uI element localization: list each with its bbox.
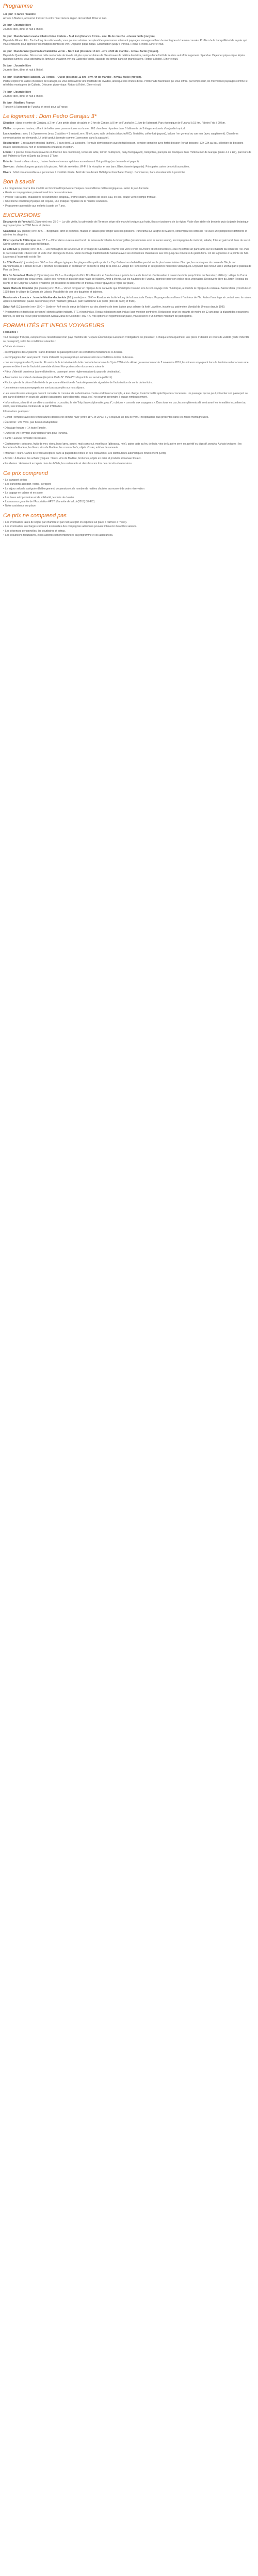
day-heading: 4e jour : Randonnée Queimadas/Caldeirão Verde – Nord Est (distance 13 km - env. 4h30 de marche - niveau facile (moyen). <box>3 49 159 53</box>
list-item-text: Notre assistance sur place. <box>5 504 37 508</box>
bon-savoir-list <box>3 187 252 208</box>
bullet-icon: • <box>3 191 4 195</box>
day-3 <box>3 35 252 47</box>
list-item-text: Les dépenses personnelles, les pourboires et extras. <box>5 529 66 533</box>
excursion-block <box>3 287 252 295</box>
bullet-icon: • <box>3 496 4 499</box>
list-item-text: Les excursions facultatives, et les activités non mentionnées au programme et les assurances. <box>5 533 114 537</box>
list-item-text: Les éventuelles taxes de séjour par chambre et par nuit (à régler en espèces sur place à l'arrivée à l'hôtel). <box>5 520 127 524</box>
day-7 <box>3 91 252 98</box>
formalites-paragraph: - non accompagnés des 2 parents : En vertu de la loi relative à la lutte contre le terrorisme du 3 juin 2016 et du décret gouvernemental du 2 novembre 2016, les mineurs voyageant hors du territoire national sans une personne détentrice de l'autorité parentale doivent être porteurs des documents suivants : <box>3 361 249 368</box>
bullet-icon: • <box>3 483 4 486</box>
excursion-block <box>3 306 252 309</box>
formalites-paragraph: • Les ressortissants étrangers doivent consulter le consulat de la destination choisie et doivent accomplir, à leur charge, toute formalité spécifique les concernant. Un passager qui ne peut présenter son passeport ou une carte d'identité en cours de validité (passeport / carte d'identité, visas, etc.) ne pourrait prétendre à aucun remboursement. <box>3 392 248 399</box>
formalites-paragraph: • Durée de vol : environ 3h30 depuis Paris pour Funchal. <box>3 432 68 435</box>
formalites-label: Formalités : <box>3 330 18 334</box>
formalites-paragraph: • Bébés et mineurs : <box>3 345 26 349</box>
formalites-paragraph: Informations pratiques : <box>3 410 30 414</box>
para-text: : 1 restaurant principal (buffets), 2 bars dont 1 à la piscine. Formule demi-pension avec forfait boisson, pension complète avec forfait boisson (forfait boisson : 33h-23h au bar, sélection de boissons locales alcoolisées ou non et de boissons chaudes) en option. <box>3 142 244 149</box>
excursion-text: (1/2 journée) env. 35 € — La ville vivifie, la cathédrale de l'île reste siège et le marché typique aux fruits, fleurs et poissons de la région. Visite d'un atelier de broderie puis du jardin botanique regroupant plus de 2000 fleurs et plantes. <box>3 220 249 228</box>
list-item-text: Une bonne condition physique est requise, une pratique régulière de la marche souhaitée. <box>5 200 108 204</box>
list-item-text: Le bagage en cabine et en soute <box>5 492 43 495</box>
para-label: Situation <box>3 122 14 125</box>
day-heading: 1er jour : France / Madère <box>3 13 36 16</box>
logement-para <box>3 160 252 164</box>
list-item <box>3 479 252 482</box>
list-item <box>3 500 252 504</box>
bon-savoir-section <box>3 179 252 208</box>
excursion-text: (1/2 journée) env. 35 € — Venez naviguer en réplique de la caravelle que Christophe Colomb lors de son voyage vers l'Amérique, à bord de la réplique du vaisseau Santa Maria (construite en 1998 dans le village de Camara de Lobos). Possibilité de voir des dauphins et baleines. <box>3 287 252 294</box>
day-heading: 7e jour : Journée libre <box>3 90 31 94</box>
formalites-paragraph: • Informations, sécurité et conditions sanitaires : consultez le site "http://www.diplomatie.gouv.fr", rubrique « conseils aux voyageurs ». Dans tous les cas, les compléments d'il sont avant les formalités incombent au client, seul indication contraire de la part d'Héliades. <box>3 401 246 408</box>
excursion-heading: Dîner spectacle folklorique <box>3 239 36 242</box>
list-item-text: Programme accessible aux enfants à partir de 7 ans. <box>5 204 66 208</box>
excursion-heading: Safari 4x4 <box>3 305 15 309</box>
excursion-text: env. 37 € — Dîner dans un restaurant local : le fameuse brochette de bœuf grillée (assaisonnée avec le laurier sauce), accompagnée de mots frit, salade, frites et gain local dans du sucré. Soirée animée par un groupe folklorique. <box>3 239 251 246</box>
logement-section <box>3 113 252 174</box>
list-item <box>3 496 252 500</box>
logement-para <box>3 127 252 131</box>
day-text: Départ de Queimadas. Découvrez cette randonnée de levada dû plus spectaculaires de l'île à travers la célèbre laurisilva, vestige d'une forêt de lauriers autrefois largement répandue. Déjeuner pique-nique. Après quelques tunnels, vous atteindrez la fameuse chaudron vert ou Caldeirão Verde, cascade qui tombe dans un grand cratère. Retour à l'hôtel. Dîner et nuit. <box>3 54 245 61</box>
excursion-block <box>3 221 252 228</box>
formalites-paragraph: • Électricité : 220 Volts, pas besoin d'adaptateur. <box>3 421 58 425</box>
bullet-icon: • <box>3 533 4 537</box>
logement-para <box>3 142 252 149</box>
excursion-block <box>3 230 252 238</box>
day-text: Transfert à l'aéroport de Funchal et envol pour la France. <box>3 106 69 109</box>
prix-ne-comprend-title: Ce prix ne comprend pas <box>3 512 67 519</box>
formalites-paragraph: • Climat : tempéré avec des températures douces été comme hiver (entre 18°C et 25°C). Il y a toujours un peu de vent. Précipitations plus présentes dans les zones montagneuses. <box>3 415 209 419</box>
para-text: : avec 1 à 3 personnes (max. 2 adultes + 1 enfant), env. 28 m², avec salle de bains (douche/WC), l'installée, coffre-fort (payant), balcon ! en genéral ou vue mer (avec supplément). Chambres communicantes sur demande. Lit bébé gratuit (compte comme 1 personne dans la capacité). <box>3 132 238 140</box>
para-text: : un peu en hauteur, offrant de belles vues panoramiques sur la mer. 263 chambres réparties dans 6 bâtiments de 3 étages entourés d'un jardin tropical. <box>11 127 186 130</box>
list-item-text: Prévoir : sac à dos, chaussures de randonnée, chapeau, crème solaire, lunettes de soleil, eau, en cas, coupe-vent et lampe frontale. <box>5 195 156 199</box>
excursion-heading: Santa Maria de Colombo <box>3 287 34 291</box>
day-6 <box>3 76 252 88</box>
formalites-paragraph: • Santé : aucune formalité nécessaire. <box>3 437 47 440</box>
excursion-text: (1/2 journée) env. 30 € — Belgimalio, arrêt le pommes, maquis et tabacs pour longer avec les poissons. Panorama sur la ligne de Madère, contemplez les côtes de l'île avec une perspective différente et admirez les dauphins. <box>3 229 247 237</box>
day-text: Journée libre, dîner et nuit à l'hôtel. <box>3 69 43 72</box>
day-heading: 3e jour : Randonnée Levada Ribeiro Frio / Portela – Sud Est (distance 11 km - env. 4h de marche - niveau facile (moyen). <box>3 35 156 38</box>
list-item-text: Les taxes aéroportuaires et de solidarité, les frais de dossier. <box>5 496 75 499</box>
list-item <box>3 196 252 199</box>
formalites-paragraph: • Monnaie : l'euro. Cartes de crédit acceptées dans la plupart des hôtels et des restaurants. Les distributeurs automatiques fonctionnent (DAB). <box>3 451 167 455</box>
list-item-text: Guide accompagnateur professionnel lors des randonnées. <box>5 191 73 195</box>
excursion-text: (1/2 journée) env. 30 € — Randonnée facile le long de la Levada de Caniço. Paysages des collines à l'intérieur de l'île. Faites l'avantage et contact avec la nature. Après la randonnée, pause café (inclus) chez l'habitant (gâteaux, pain traditionnel à la poêle (bolo de caco) et fruits). <box>3 296 252 303</box>
list-item <box>3 200 252 204</box>
para-text: : bassins d'eau douce, chaises hautes et menus spéciaux au restaurant. Baby-sitting (sur demande et payant). <box>12 160 140 163</box>
excursion-note-text: * Programmes et tarifs (par personne) donnés à titre indicatif, TTC et non inclus. Repas et boissons non inclus (sauf mention contraire). Réductions pour les enfants de moins de 12 ans pour la plupart des excursions. Balnéo, ce tarif ou relevé pour l'excursion Santa Maria de Colombo : env. 4 €. Vos options et règlement sur place, vous réserve d'un nombre minimum de participants. <box>3 311 250 318</box>
list-item-text: Le séjour selon la catégorie d'hébergement, de pension et de nombre de nuitées choisies au moment de votre réservation <box>5 487 144 490</box>
list-item <box>3 525 252 529</box>
para-label: Restauration <box>3 142 19 145</box>
prix-comprend-list <box>3 479 252 509</box>
day-text: Arrivée à Madère, accueil et transfert à votre hôtel dans la région de Funchal. Dîner et nuit. <box>3 17 107 20</box>
formalites-paragraph: - accompagnés d'un seul parent : Carte d'identité ou passeport (en sécable) selon les conditions écrites ci-dessus. <box>3 355 134 359</box>
formalites-paragraph: - accompagnés des 2 parents : carte d'identité ou passeport selon les conditions mentionnées ci-dessus. <box>3 350 123 354</box>
excursion-heading: Calamaras <box>3 229 17 233</box>
day-1 <box>3 13 252 21</box>
list-item <box>3 521 252 524</box>
day-heading: 2e jour : Journée libre <box>3 24 31 27</box>
formalites-paragraph: • Gastronomie : poissons, fruits de mer, viseu, bœuf grec, poulet, maïs sans oui, moelleuse (gâteau au miel), pains cuits au feu de bois, vins de Madère servi en apéritif ou digestif, poncha. Achats typiques : les broderies de Madère, les fleurs, vins de Madère, les couvre-chefs, objets d'osier, articles de vannerie. <box>3 442 242 450</box>
para-label: Chiffre <box>3 127 12 130</box>
excursion-heading: Le Côté Ouest <box>3 261 21 264</box>
excursion-block <box>3 248 252 259</box>
page <box>0 0 258 542</box>
list-item <box>3 483 252 486</box>
excursion-block <box>3 274 252 285</box>
para-text: : dans le centre de Garajau, à 2 km d'une petite plage de galets et 2 km de Caniço, à 8 km de Funchal et 11 km de l'aéroport. Parc écologique de Funchal à 15 km, Ribeiro Frio à 20 km. <box>14 122 226 125</box>
para-label: Services <box>3 165 14 169</box>
list-item <box>3 187 252 191</box>
bullet-icon: • <box>3 525 4 529</box>
formalites-paragraph: • Autorisation de sortie du territoire (imprimé Cerfa N° 15646*01 disponible sur service-public.fr). <box>3 376 113 379</box>
excursion-text: (1/2 journée) env. 25 € — Vue depuis la Pico Dos Barcelos et l'un des beaux points de vue de Funchal. Continuation à travers les bois jusqu'à Eira do Serrado (1 026 m) : village du Curral das Freiras visible par beau temps. Vallée des Nonnes et plus loin plus haute de Madère. Arrêt à Monte, sur les hauteurs de Funchal, apprécié pour son église et sa végétation. Découverte libre du Jardin Tropical du Monte et de l'Emprour Charles d'Autriche (et possibilité de descente en traineau d'osier (payant) à régler sur place). <box>3 274 248 285</box>
bullet-icon: • <box>3 187 4 190</box>
day-heading: 8e jour : Madère / France <box>3 101 35 105</box>
formalites-paragraph: Tout passager français, européens ou ressortissant d'un pays membre de l'Espace Économique Européen n'obligations de présenter, à chaque embarquement, une pièce d'identité en cours de validité (carte d'identité ou passeport), selon les conditions suivantes : <box>3 336 250 343</box>
excursions-section <box>3 212 252 318</box>
formalites-list <box>3 336 252 466</box>
list-item-text: Les transferts aéroport / hôtel / aéroport <box>5 483 51 486</box>
excursion-heading: Le Côté Est <box>3 248 18 251</box>
logement-para <box>3 165 252 169</box>
prix-ne-comprend-list <box>3 521 252 538</box>
logement-para <box>3 132 252 140</box>
excursions-title: EXCURSIONS <box>3 212 41 218</box>
para-label: Loisirs <box>3 150 12 154</box>
excursion-block <box>3 261 252 273</box>
formalites-paragraph: • Achats : À Madère, les achats typiques : fleurs, vins de Madère, broderies, objets en osier et produits artisanaux locaux. <box>3 457 142 461</box>
para-text: : hôtel non accessible aux personnes à mobilité réduite. Arrêt de bus devant l'hôtel pour Funchal et Caniço. Commerces, bars et restaurants à proximité. <box>11 171 186 174</box>
formalites-section <box>3 323 252 466</box>
prix-ne-comprend-section <box>3 513 252 538</box>
logement-para <box>3 171 252 175</box>
list-item <box>3 504 252 508</box>
list-item-text: Le programme pourra être modifié en fonction d'imprévus techniques ou conditions météorologiques ou selon le jour d'arrivée. <box>5 187 150 190</box>
formalites-paragraph: - Les mineurs non accompagnés ne sont pas acceptés sur nos séjours. <box>3 386 85 390</box>
para-label: Enfants <box>3 160 13 163</box>
day-text: Journée libre, dîner et nuit à l'hôtel. <box>3 94 43 98</box>
prix-comprend-section <box>3 470 252 509</box>
excursion-heading: Randonnée « Levada » : la route Madère d'autrefois <box>3 296 67 299</box>
bullet-icon: • <box>3 529 4 533</box>
bullet-icon: • <box>3 504 4 508</box>
para-text: : 1 piscine d'eau douce (ouverte en fonction des conditions), tennis de table, terrain multisports, baby-foot (payant), trampoline, panoplie de boutiques dans l'hôtel à mer de Garajau (entre 4 à 2 km), parcours de golf Palheiro à 4 km et Santo da Serra à 17 km). <box>3 150 252 158</box>
day-text: Journée libre, dîner et nuit à l'hôtel. <box>3 28 43 31</box>
list-item <box>3 534 252 537</box>
list-item <box>3 530 252 533</box>
day-4 <box>3 50 252 62</box>
list-item <box>3 492 252 495</box>
excursion-text: (1 journée) env. 36 € — Les villages typiques, les plages et les petits ports. Le Cap Girão et son belvédère perché sur la plus haute falaise d'Europe, les montagnes du centre de l'île, le col d'Encumeada, la « Route de l'Est » proches de cascades et continuer en corniche le long de la côte. Le village de Porto Moniz et ses piscines naturelles volcaniques. Déjeuner puis retour vers Funchal par le plateau de Paul da Serra. <box>3 261 252 272</box>
bullet-icon: • <box>3 200 4 204</box>
formalites-title: FORMALITÉS ET INFOS VOYAGEURS <box>3 322 105 329</box>
day-2 <box>3 24 252 31</box>
programme-title: Programme <box>3 3 33 9</box>
excursion-text: (1/2 journée) env. 35 € — Sortie en 4x4 vers le cœur de Madère sur des chemins de terre battue pour admirer la forêt Laurifère, inscrite au patrimoine Mondial de Unesco depuis 1999. <box>15 305 225 309</box>
logement-title: Le logement : Dom Pedro Garajau 3* <box>3 113 96 120</box>
bullet-icon: • <box>3 204 4 208</box>
bullet-icon: • <box>3 195 4 199</box>
bullet-icon: • <box>3 500 4 503</box>
bon-savoir-title: Bon à savoir <box>3 178 35 185</box>
day-heading: 6e jour : Randonnée Rabaçal / 25 Fontes – Ouest (distance 11 km - env. 4h de marche - niveau facile (moyen). <box>3 75 142 79</box>
day-heading: 5e jour : Journée libre <box>3 64 31 68</box>
list-item <box>3 487 252 491</box>
formalites-paragraph: • Pièce d'identité du mineur (carte d'identité ou passeport selon réglementation du pays de destination). <box>3 370 121 374</box>
excursion-text: (1 journée) env. 36 € — Les montagnes de la Côté Est et le village de Camacha. Pouvoir voir vers le Pico do Arieiro et son belvédère (1 810 m) offrant un panorama sur les massifs du centre de l'île. Puis le parc naturel de Ribeiro Frio et visite d'un élevage de truites. Visite du village traditionnel de Santana avec ses étonnantes chaumières aux toits jusqu'au cimetière du jardin flora. Fin de la journée à la pointe de São Lourenço à l'extrémité est de l'île. <box>3 248 249 259</box>
para-text: : chaises longues gratuits à la piscine. Prêt de serviettes. Wi-Fi à la réception et aux bars. Blanchisserie (payante). Principales cartes de crédit acceptées. <box>13 165 190 169</box>
excursion-heading: Eira Do Serrado & Monte <box>3 274 34 277</box>
para-label: Les chambres <box>3 132 21 136</box>
formalites-intro-label <box>3 331 252 334</box>
excursion-block <box>3 239 252 247</box>
day-8 <box>3 101 252 109</box>
bullet-icon: • <box>3 478 4 482</box>
excursion-note <box>3 311 252 318</box>
day-5 <box>3 64 252 72</box>
day-text: Partez explorer la vallée encaissée de Rabaçal, où vous découvrirez une multitude de levadas, ainsi que des chutes d'eau. Promenade fascinante qui vous offrira, par temps clair, de merveilleux paysages comme le relief des montagnes de Calheta. Déjeuner pique-nique. Retour à l'hôtel. Dîner et nuit. <box>3 79 248 87</box>
list-item <box>3 191 252 195</box>
bullet-icon: • <box>3 520 4 524</box>
formalites-paragraph: • Pourboires : Autrement acceptés dans les hôtels, les restaurants et dans les cars lors des circuits et excursions. <box>3 462 133 466</box>
list-item-text: Les éventuelles surcharges carburant éventuelles des compagnies aériennes pouvant intervenir durant les saisons. <box>5 525 137 529</box>
list-item-text: Le transport aérien <box>5 478 27 482</box>
formalites-paragraph: • Décalage horaire : -1h toute l'année. <box>3 426 46 430</box>
bullet-icon: • <box>3 487 4 490</box>
excursion-heading: Découverte de Funchal <box>3 220 32 224</box>
formalites-paragraph: • Photocopie de la pièce d'identité de la personne détentrice de l'autorité parentale signataire de l'autorisation de sortie du territoire. <box>3 381 153 384</box>
para-label: Divers <box>3 171 11 174</box>
list-item-text: L'assurance garantie de l'Association APST (Garantie de la Loi (2015) 8/7-EC) <box>5 500 95 503</box>
prix-comprend-title: Ce prix comprend <box>3 470 48 477</box>
day-text: Départ de Ribeiro Frio. Tout le long de cette levada, vous pourrez admirer de splendides panoramas alternant paysages sauvages à flanc de montagne et chemins creusés. Profitez de la tranquillité et de la paix qui vous entourent pour apprécier les multiples teintes de vert. Déjeuner pique-nique. Continuation jusqu'à Portela. Retour à l'hôtel. Dîner et nuit. <box>3 39 247 46</box>
list-item <box>3 205 252 208</box>
excursion-block <box>3 296 252 304</box>
logement-para <box>3 151 252 159</box>
programme-section <box>3 3 252 109</box>
bullet-icon: • <box>3 492 4 495</box>
logement-para <box>3 122 252 125</box>
